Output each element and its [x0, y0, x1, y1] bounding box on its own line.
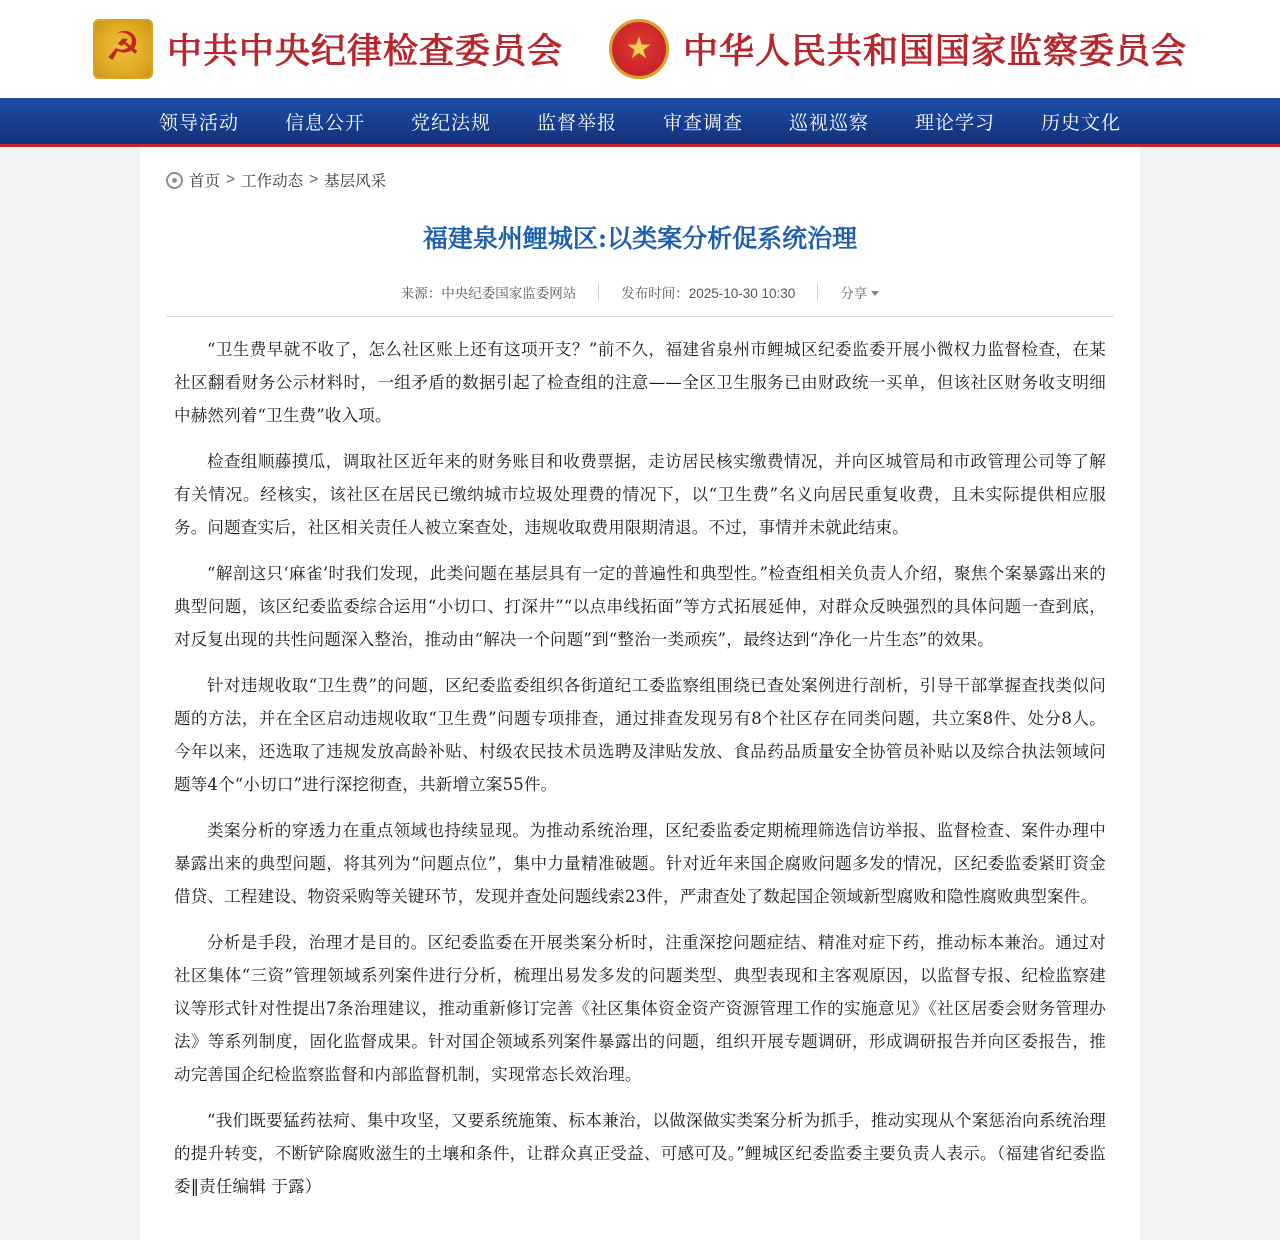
nav-item-inspection[interactable]: 巡视巡察 — [789, 111, 870, 134]
nav-item-information-disclosure[interactable]: 信息公开 — [284, 111, 365, 134]
page-title: 福建泉州鲤城区:以类案分析促系统治理 — [422, 224, 858, 253]
breadcrumb — [140, 147, 1140, 191]
site-masthead — [0, 0, 1280, 98]
page-background — [0, 147, 1280, 1240]
org-block-cpc — [93, 19, 563, 79]
nav-item-leadership[interactable]: 领导活动 — [158, 111, 239, 134]
nav-item-supervision-reporting[interactable]: 监督举报 — [536, 111, 617, 134]
share-dropdown[interactable] — [818, 282, 901, 302]
breadcrumb-grassroots[interactable]: 基层风采 — [324, 173, 387, 190]
article-paragraph: 分析是手段，治理才是目的。区纪委监委在开展类案分析时，注重深挖问题症结、精准对症下药，推动标本兼治。通过对社区集体“三资”管理领域系列案件进行分析，梳理出易发多发的问题类型、典型表现和主客观原因，以监督专报、纪检监察建议等形式针对性提出7条治理建议，推动重新修订完善《社区集体资金资产资源管理工作的实施意见》《社区居委会财务管理办法》等系列制度，固化监督成果。针对国企领域系列案件暴露出的问题，组织开展专题调研，形成调研报告并向区委报告，推动完善国企纪检监察监督和内部监督机制，实现常态长效治理。 — [174, 933, 1106, 1084]
org-block-national — [609, 19, 1187, 79]
breadcrumb-work-updates[interactable]: 工作动态 — [241, 173, 304, 190]
national-emblem-icon — [609, 19, 669, 79]
article-paragraph: 类案分析的穿透力在重点领域也持续显现。为推动系统治理，区纪委监委定期梳理筛选信访举报、监督检查、案件办理中暴露出来的典型问题，将其列为“问题点位”，集中力量精准破题。针对近年来国企腐败问题多发的情况，区纪委监委紧盯资金借贷、工程建设、物资采购等关键环节，发现并查处问题线索23件，严肃查处了数起国企领域新型腐败和隐性腐败典型案件。 — [174, 821, 1106, 906]
article-paragraph: 针对违规收取“卫生费”的问题，区纪委监委组织各街道纪工委监察组围绕已查处案例进行剖析，引导干部掌握查找类似问题的方法，并在全区启动违规收取“卫生费”问题专项排查，通过排查发现另有8个社区存在同类问题，共立案8件、处分8人。今年以来，还选取了违规发放高龄补贴、村级农民技术员选聘及津贴发放、食品药品质量安全协管员补贴以及综合执法领域问题等4个“小切口”进行深挖彻查，共新增立案55件。 — [174, 676, 1106, 794]
nav-item-theory-study[interactable]: 理论学习 — [915, 111, 996, 134]
cpc-emblem-icon — [93, 19, 153, 79]
national-emblem-glyph: ★ — [625, 31, 653, 66]
nav-item-party-regulations[interactable]: 党纪法规 — [410, 111, 491, 134]
article-body — [140, 317, 1140, 1203]
article-paragraph: “卫生费早就不收了，怎么社区账上还有这项开支？”前不久，福建省泉州市鲤城区纪委监委开展小微权力监督检查，在某社区翻看财务公示材料时，一组矛盾的数据引起了检查组的注意——全区卫生服务已由财政统一买单，但该社区财务收支明细中赫然列着“卫生费”收入项。 — [174, 340, 1106, 425]
national-org-title: 中华人民共和国国家监察委员会 — [683, 31, 1188, 72]
share-label: 分享 — [840, 286, 868, 301]
breadcrumb-home[interactable]: 首页 — [189, 173, 221, 190]
article-date-label: 发布时间： — [621, 286, 689, 301]
breadcrumb-separator-2: > — [309, 171, 319, 188]
article-date — [599, 282, 817, 302]
location-pin-icon — [166, 172, 183, 189]
article-paragraph: 检查组顺藤摸瓜，调取社区近年来的财务账目和收费票据，走访居民核实缴费情况，并向区城管局和市政管理公司等了解有关情况。经核实，该社区在居民已缴纳城市垃圾处理费的情况下，以“卫生费”名义向居民重复收费，且未实际提供相应服务。问题查实后，社区相关责任人被立案查处，违规收取费用限期清退。不过，事情并未就此结束。 — [174, 452, 1106, 537]
article-paragraph: “解剖这只‘麻雀’时我们发现，此类问题在基层具有一定的普遍性和典型性。”检查组相关负责人介绍，聚焦个案暴露出来的典型问题，该区纪委监委综合运用“小切口、打深井”“以点串线拓面”等方式拓展延伸，对群众反映强烈的具体问题一查到底，对反复出现的共性问题深入整治，推动由“解决一个问题”到“整治一类顽疾”，最终达到“净化一片生态”的效果。 — [174, 564, 1106, 649]
cpc-org-title: 中共中央纪律检查委员会 — [166, 31, 563, 72]
article-date-value: 2025-10-30 10:30 — [688, 286, 796, 301]
cpc-emblem-glyph: ☭ — [105, 24, 141, 70]
article-source-value: 中央纪委国家监委网站 — [441, 286, 577, 301]
article-meta — [140, 282, 1140, 302]
chevron-down-icon — [871, 291, 879, 296]
nav-item-history-culture[interactable]: 历史文化 — [1041, 111, 1122, 134]
article-source — [379, 282, 599, 302]
article-sheet — [140, 147, 1140, 1240]
nav-item-investigation[interactable]: 审查调查 — [663, 111, 744, 134]
main-navigation[interactable] — [0, 98, 1280, 147]
breadcrumb-separator-1: > — [226, 171, 236, 188]
article-source-label: 来源： — [400, 286, 442, 301]
article-paragraph: “我们既要猛药祛疴、集中攻坚，又要系统施策、标本兼治，以做深做实类案分析为抓手，推动实现从个案惩治向系统治理的提升转变，不断铲除腐败滋生的土壤和条件，让群众真正受益、可感可及。”鲤城区纪委监委主要负责人表示。（福建省纪委监委‖责任编辑 于露） — [174, 1111, 1106, 1196]
